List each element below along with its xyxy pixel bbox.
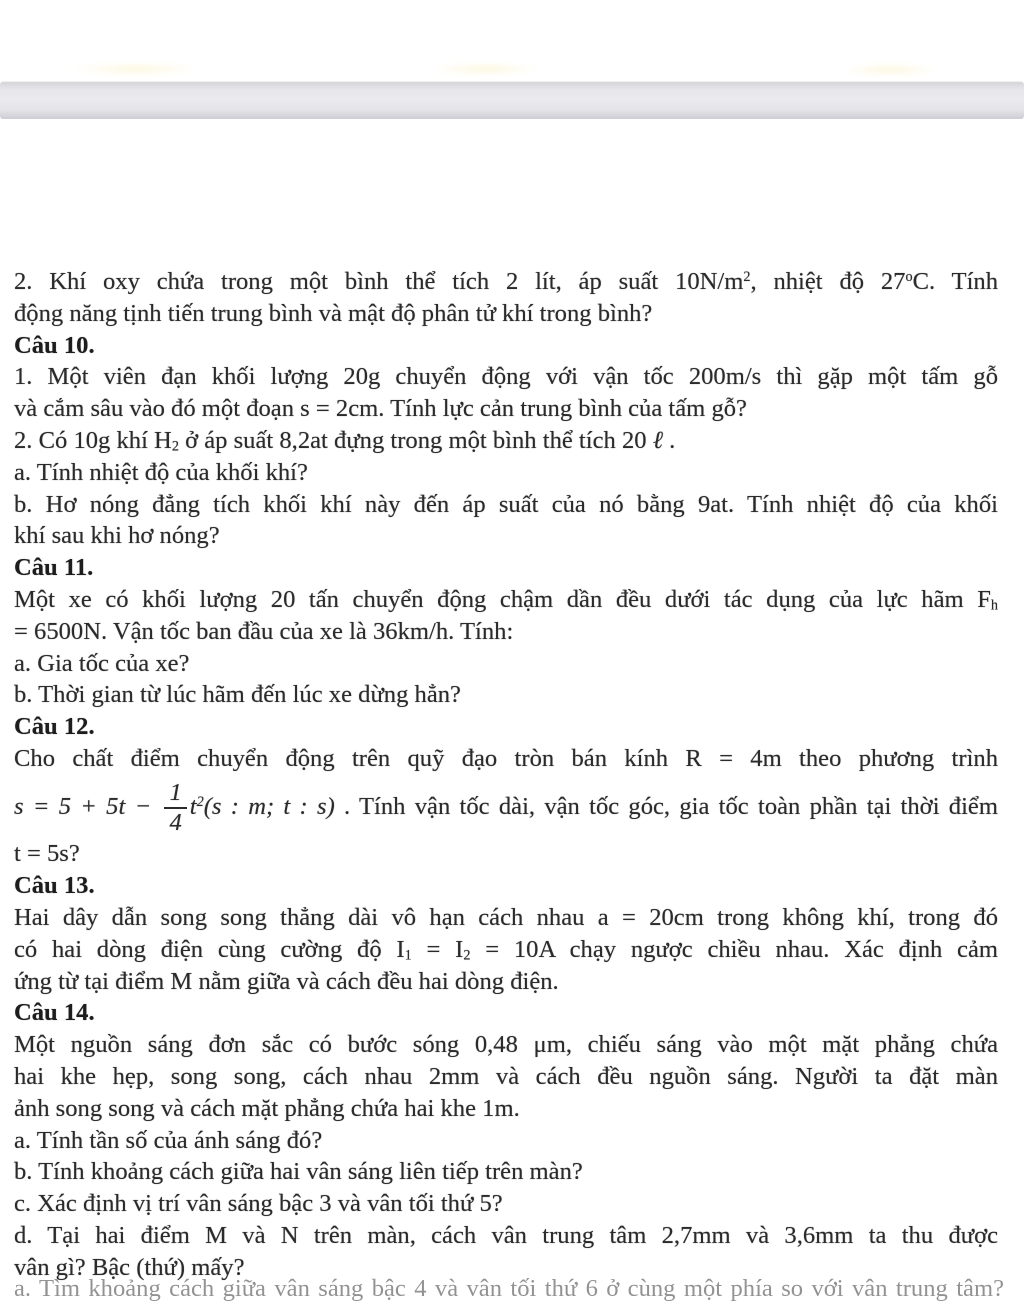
text-line: b. Tính khoảng cách giữa hai vân sáng liên tiếp trên màn? bbox=[14, 1158, 583, 1186]
text-line: hai khe hẹp, song song, cách nhau 2mm và cách đều nguồn sáng. Người ta đặt màn bbox=[14, 1062, 998, 1090]
scan-smudge bbox=[840, 63, 940, 77]
text-line: a. Tính nhiệt độ của khối khí? bbox=[14, 458, 308, 486]
question-heading: Câu 14. bbox=[14, 999, 95, 1027]
text-line: a. Gia tốc của xe? bbox=[14, 649, 190, 677]
text-line: 2. Có 10g khí H2 ở áp suất 8,2at đựng trong một bình thể tích 20 ℓ . bbox=[14, 426, 676, 455]
text-line: c. Xác định vị trí vân sáng bậc 3 và vân tối thứ 5? bbox=[14, 1190, 503, 1218]
text-line: ứng từ tại điểm M nằm giữa và cách đều hai dòng điện. bbox=[14, 967, 559, 995]
text-line: Hai dây dẫn song song thẳng dài vô hạn cách nhau a = 20cm trong không khí, trong đó bbox=[14, 903, 998, 931]
cutoff-text: a. Tìm khoảng cách giữa vân sáng bậc 4 và vân tối thứ 6 ở cùng một phía so với vân trung tâm? bbox=[14, 1275, 1004, 1302]
text-line: Cho chất điểm chuyển động trên quỹ đạo tròn bán kính R = 4m theo phương trình bbox=[14, 744, 998, 772]
header-divider-bar bbox=[0, 82, 1024, 119]
text-line: Một nguồn sáng đơn sắc có bước sóng 0,48 μm, chiếu sáng vào một mặt phẳng chứa bbox=[14, 1031, 998, 1059]
text-line: động năng tịnh tiến trung bình và mật độ phân tử khí trong bình? bbox=[14, 299, 653, 327]
text-line: a. Tính tần số của ánh sáng đó? bbox=[14, 1126, 323, 1154]
text-line: 1. Một viên đạn khối lượng 20g chuyển động với vận tốc 200m/s thì gặp một tấm gỗ bbox=[14, 363, 998, 391]
text-line: d. Tại hai điểm M và N trên màn, cách vân trung tâm 2,7mm và 3,6mm ta thu được bbox=[14, 1221, 998, 1249]
text-line: Một xe có khối lượng 20 tấn chuyển động chậm dần đều dưới tác dụng của lực hãm Fh bbox=[14, 585, 998, 614]
scan-smudge bbox=[430, 62, 540, 76]
text-line: khí sau khi hơ nóng? bbox=[14, 522, 220, 550]
fraction: $\frac{1}{4}$ bbox=[164, 780, 186, 836]
scan-smudge bbox=[70, 62, 200, 76]
text-line: b. Hơ nóng đẳng tích khối khí này đến áp suất của nó bằng 9at. Tính nhiệt độ của khối bbox=[14, 490, 998, 518]
question-heading: Câu 11. bbox=[14, 554, 94, 582]
text-line: ảnh song song và cách mặt phẳng chứa hai khe 1m. bbox=[14, 1094, 520, 1122]
question-heading: Câu 13. bbox=[14, 872, 95, 900]
text-line: vân gì? Bậc (thứ) mấy? bbox=[14, 1253, 245, 1281]
text-line: t = 5s? bbox=[14, 840, 80, 868]
text-line: có hai dòng điện cùng cường độ I1 = I2 = 10A chạy ngược chiều nhau. Xác định cảm bbox=[14, 935, 999, 964]
question-heading: Câu 10. bbox=[14, 331, 95, 359]
text-line: và cắm sâu vào đó một đoạn s = 2cm. Tính lực cản trung bình của tấm gỗ? bbox=[14, 395, 747, 423]
document-text bbox=[14, 266, 998, 1284]
cutoff-text-line bbox=[14, 1274, 1004, 1302]
text-line: = 6500N. Vận tốc ban đầu của xe là 36km/h. Tính: bbox=[14, 617, 514, 645]
text-line: 2. Khí oxy chứa trong một bình thể tích 2 lít, áp suất $10N/m^2$, nhiệt độ 27$^o$C. Tính bbox=[14, 268, 998, 295]
text-line: b. Thời gian từ lúc hãm đến lúc xe dừng hẳn? bbox=[14, 681, 461, 709]
formula-line: s = 5 + 5t − $\frac{1}{4}$ $t^2(s$ : m; t : s) . Tính vận tốc dài, vận tốc góc, gia tốc toàn phần tại thời điểm bbox=[14, 779, 998, 837]
question-heading: Câu 12. bbox=[14, 713, 95, 741]
